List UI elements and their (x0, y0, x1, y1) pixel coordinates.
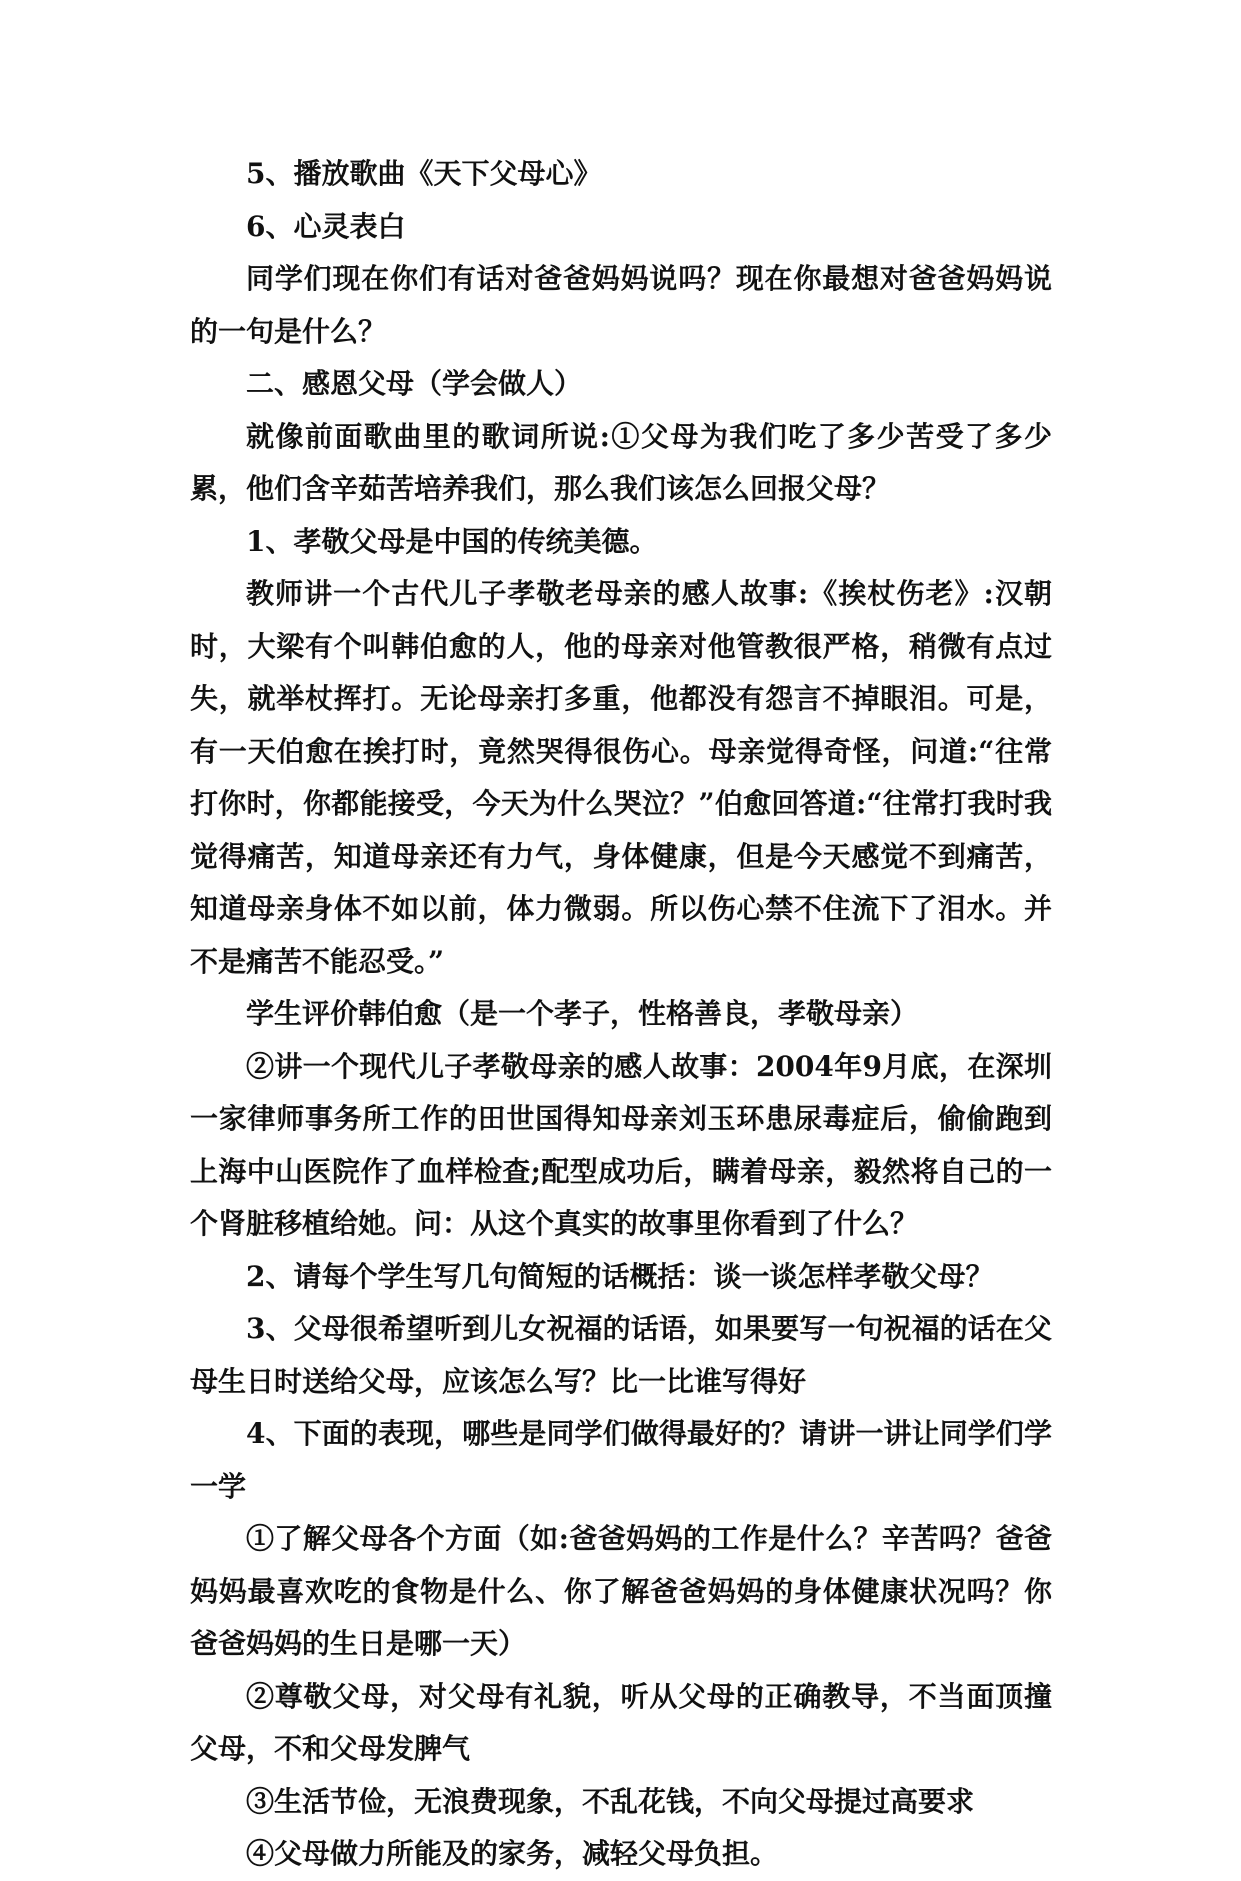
paragraph-ancient-story: 教师讲一个古代儿子孝敬老母亲的感人故事:《挨杖伤老》:汉朝时，大梁有个叫韩伯愈的人，他的母亲对他管教很严格，稍微有点过失，就举杖挥打。无论母亲打多重，他都没有怨言不掉眼泪。可是，有一天伯愈在挨打时，竟然哭得很伤心。母亲觉得奇怪，问道:“往常打你时，你都能接受，今天为什么哭泣？”伯愈回答道:“往常打我时我觉得痛苦，知道母亲还有力气，身体健康，但是今天感觉不到痛苦，知道母亲身体不如以前，体力微弱。所以伤心禁不住流下了泪水。并不是痛苦不能忍受。” (190, 577, 1052, 978)
list-item-housework: ④父母做力所能及的家务，减轻父母负担。 (246, 1837, 779, 1870)
paragraph-item-6-heading: 6、心灵表白 (246, 209, 406, 243)
paragraph-song-lyrics: 就像前面歌曲里的歌词所说:①父母为我们吃了多少苦受了多少累，他们含辛茹苦培养我们，那么我们该怎么回报父母？ (190, 419, 1052, 505)
paragraph-item-5-heading: 5、播放歌曲《天下父母心》 (246, 157, 602, 190)
paragraph-question-to-parents: 同学们现在你们有话对爸爸妈妈说吗？现在你最想对爸爸妈妈说的一句是什么？ (190, 262, 1052, 348)
paragraph-modern-story: ②讲一个现代儿子孝敬母亲的感人故事：2004年9月底，在深圳一家律师事务所工作的田世国得知母亲刘玉环患尿毒症后，偷偷跑到上海中山医院作了血样检查;配型成功后，瞒着母亲，毅然将自己的一个肾脏移植给她。问：从这个真实的故事里你看到了什么？ (190, 1049, 1052, 1240)
paragraph-item-1-heading: 1、孝敬父母是中国的传统美德。 (246, 524, 658, 558)
list-item-understand-parents: ①了解父母各个方面（如:爸爸妈妈的工作是什么？辛苦吗？爸爸妈妈最喜欢吃的食物是什么、你了解爸爸妈妈的身体健康状况吗？你爸爸妈妈的生日是哪一天） (190, 1522, 1052, 1660)
list-item-frugal-living: ③生活节俭，无浪费现象，不乱花钱，不向父母提过高要求 (246, 1784, 975, 1818)
section-heading-gratitude: 二、感恩父母（学会做人） (246, 367, 583, 400)
list-item-respect-parents: ②尊敬父母，对父母有礼貌，听从父母的正确教导，不当面顶撞父母，不和父母发脾气 (190, 1679, 1052, 1765)
paragraph-item-4: 4、下面的表现，哪些是同学们做得最好的？请讲一讲让同学们学一学 (190, 1417, 1052, 1503)
paragraph-student-evaluation: 学生评价韩伯愈（是一个孝子，性格善良，孝敬母亲） (246, 997, 919, 1030)
document-body (190, 148, 1052, 1881)
paragraph-item-3: 3、父母很希望听到儿女祝福的话语，如果要写一句祝福的话在父母生日时送给父母，应该怎么写？比一比谁写得好 (190, 1312, 1052, 1398)
paragraph-item-2: 2、请每个学生写几句简短的话概括：谈一谈怎样孝敬父母？ (246, 1259, 994, 1293)
